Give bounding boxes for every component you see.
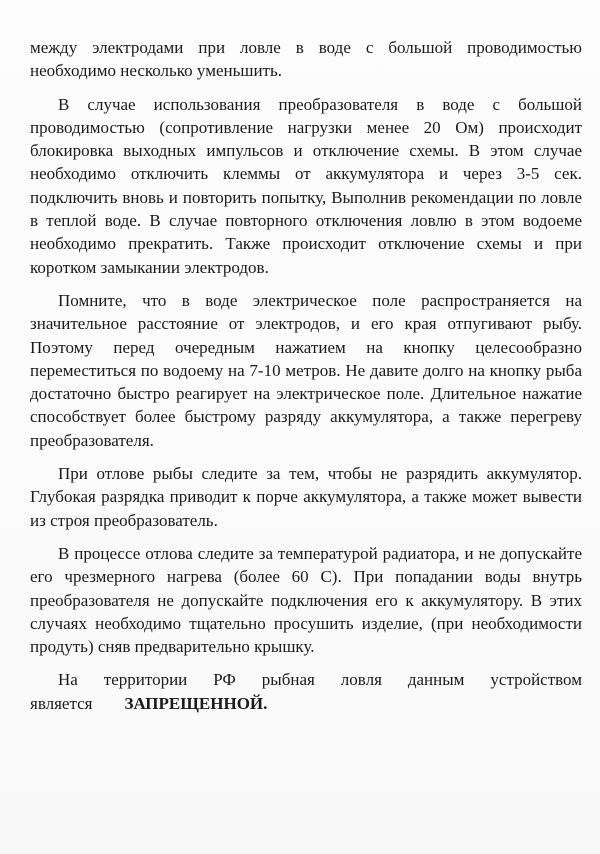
- text-body: [30, 36, 582, 715]
- paragraph-4: При отлове рыбы следите за тем, чтобы не разрядить аккумулятор. Глубокая разрядка приводит к порче аккумулятора, а также может вывести из строя преобразователь.: [30, 464, 582, 530]
- paragraph-5: В процессе отлова следите за температурой радиатора, и не допускайте его чрезмерного нагрева (более 60 С). При попадании воды внутрь преобразователя не допускайте подключения его к аккумулятору. В этих случаях необходимо тщательно просушить изделие, (при необходимости продуть) сняв предварительно крышку.: [30, 543, 582, 657]
- final-paragraph-text: На территории РФ рыбная ловля данным устройством является: [30, 670, 582, 713]
- paragraph-1: между электродами при ловле в воде с большой проводимостью необходимо несколько уменьшить.: [30, 38, 582, 81]
- paragraph-3: Помните, что в воде электрическое поле распространяется на значительное расстояние от электродов, и его края отпугивают рыбу. Поэтому перед очередным нажатием на кнопку целесообразно переместиться по водоему на 7-10 метров. Не давите долго на кнопку рыба достаточно быстро реагирует на электрическое поле. Длительное нажатие способствует более быстрому разряду аккумулятора, а также перегреву преобразователя.: [30, 290, 582, 450]
- prohibited-emphasis: ЗАПРЕЩЕННОЙ.: [124, 693, 268, 713]
- paragraph-2: В случае использования преобразователя в воде с большой проводимостью (сопротивление нагрузки менее 20 Ом) происходит блокировка выходных импульсов и отключение схемы. В этом случае необходимо отключить клеммы от аккумулятора и через 3-5 сек. подключить вновь и повторить попытку, Выполнив рекомендации по ловле в теплой воде. В случае повторного отключения ловлю в этом водоеме необходимо прекратить. Также происходит отключение схемы и при коротком замыкании электродов.: [30, 94, 582, 277]
- final-paragraph: [30, 668, 582, 715]
